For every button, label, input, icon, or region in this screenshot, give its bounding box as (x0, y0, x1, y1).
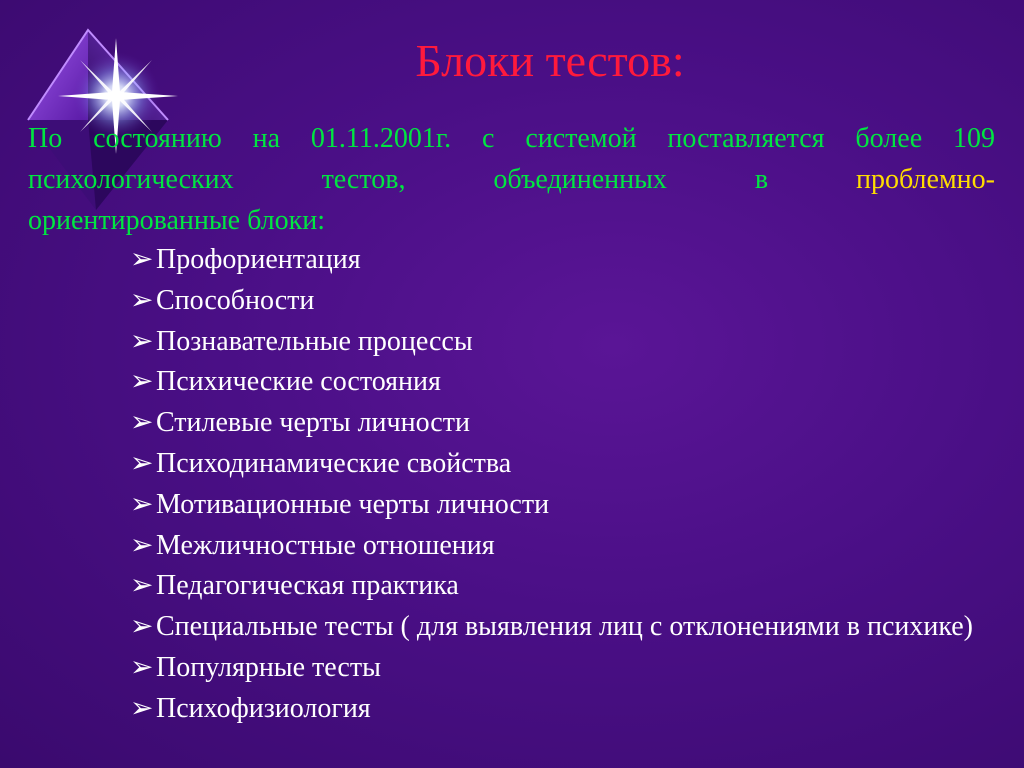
intro-word: на (252, 123, 281, 154)
arrow-bullet-icon: ➢ (130, 488, 154, 520)
list-item-label: Психические состояния (156, 366, 441, 398)
arrow-bullet-icon: ➢ (130, 407, 154, 439)
intro-word: поставляется (667, 123, 825, 154)
list-item-label: Стилевые черты личности (156, 407, 470, 439)
arrow-bullet-icon: ➢ (130, 692, 154, 724)
list-item-label: Познавательные процессы (156, 325, 473, 357)
intro-line-1 (28, 118, 995, 159)
list-item (130, 566, 1000, 607)
slide-title: Блоки тестов: (415, 35, 685, 86)
intro-word: с (482, 123, 495, 154)
list-item (130, 607, 1000, 648)
list-item (130, 362, 1000, 403)
intro-word: 109 (953, 123, 995, 154)
intro-line-3-text: ориентированные блоки: (28, 205, 325, 236)
list-item-label: Межличностные отношения (156, 529, 495, 561)
intro-word: объединенных (493, 164, 667, 195)
list-item (130, 648, 1000, 689)
list-item (130, 240, 1000, 281)
arrow-bullet-icon: ➢ (130, 611, 154, 643)
arrow-bullet-icon: ➢ (130, 325, 154, 357)
arrow-bullet-icon: ➢ (130, 651, 154, 683)
arrow-bullet-icon: ➢ (130, 244, 154, 275)
intro-word: психологических (28, 164, 234, 195)
list-item (130, 485, 1000, 526)
list-item (130, 444, 1000, 485)
intro-line-3 (28, 200, 995, 241)
arrow-bullet-icon: ➢ (130, 570, 154, 602)
intro-word: более (855, 123, 923, 154)
list-item (130, 689, 1000, 730)
list-item-label: Психофизиология (156, 692, 371, 724)
list-item-label: Психодинамические свойства (156, 447, 512, 479)
intro-word: тестов, (321, 164, 406, 195)
list-item-label: Мотивационные черты личности (156, 488, 550, 520)
list-item-label: Способности (156, 284, 315, 316)
arrow-bullet-icon: ➢ (130, 447, 154, 479)
intro-word: 01.11.2001г. (310, 123, 452, 154)
list-item-label: Популярные тесты (156, 651, 381, 683)
list-item-label: Педагогическая практика (156, 570, 459, 602)
list-item-label: Специальные тесты ( для выявления лиц с отклонениями в психике) (156, 611, 974, 643)
list-item (130, 526, 1000, 567)
intro-highlight-word: проблемно- (856, 164, 995, 195)
intro-word: в (754, 164, 769, 195)
intro-word: системой (525, 123, 637, 154)
intro-line-2 (28, 159, 995, 200)
list-item (130, 322, 1000, 363)
test-blocks-list (130, 240, 1000, 730)
intro-word: По (28, 123, 63, 154)
arrow-bullet-icon: ➢ (130, 284, 154, 316)
intro-paragraph (28, 118, 995, 241)
arrow-bullet-icon: ➢ (130, 529, 154, 561)
arrow-bullet-icon: ➢ (130, 366, 154, 398)
intro-word: состоянию (93, 123, 222, 154)
list-item (130, 403, 1000, 444)
list-item (130, 281, 1000, 322)
list-item-label: Профориентация (156, 244, 361, 275)
